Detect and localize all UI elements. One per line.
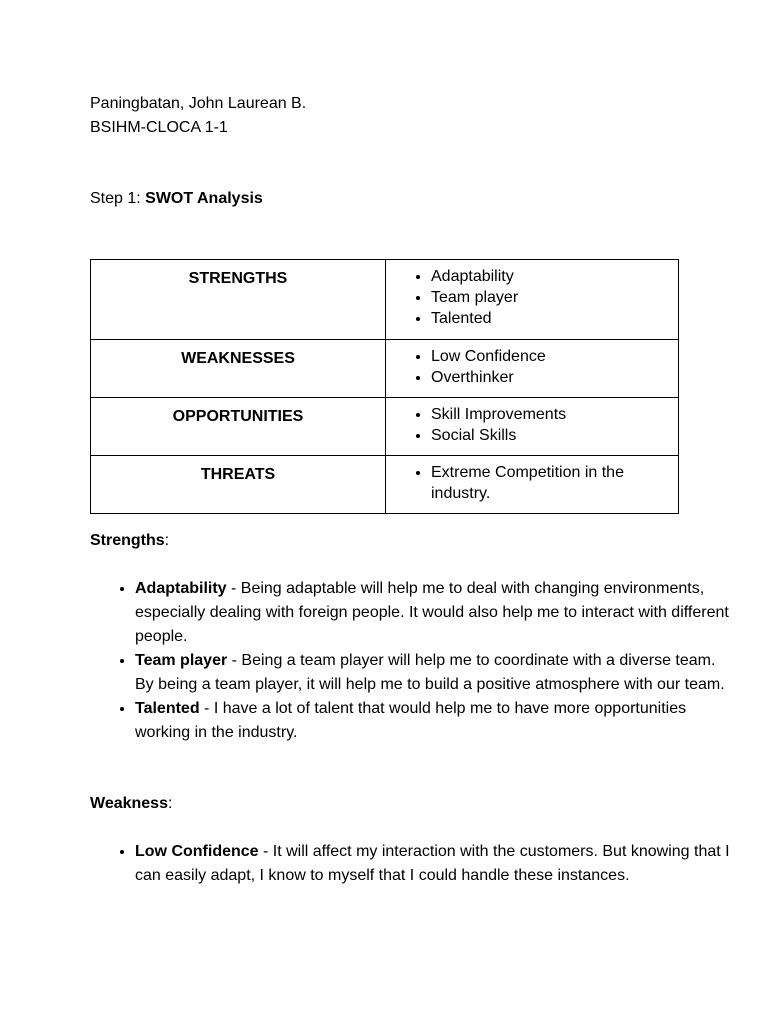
list-item	[135, 649, 735, 697]
student-name: Paningbatan, John Laurean B.	[90, 95, 307, 112]
strengths-list	[90, 577, 735, 745]
item-text: - Being a team player will help me to coordinate with a diverse team. By being a team player, it will help me to build a positive atmosphere with our team.	[135, 652, 725, 693]
swot-items-strengths	[408, 266, 658, 329]
swot-item: • Skill Improvements	[431, 404, 658, 425]
swot-item: • Overthinker	[431, 367, 658, 388]
swot-items-opportunities	[408, 404, 658, 446]
list-item	[135, 840, 735, 888]
item-text: - Being adaptable will help me to deal with changing environments, especially dealing with foreign people. It would also help me to interact with different people.	[135, 580, 729, 645]
list-item	[135, 577, 735, 649]
swot-item: • Social Skills	[431, 425, 658, 446]
list-item	[135, 697, 735, 745]
swot-row-weaknesses	[91, 340, 679, 398]
swot-row-opportunities	[91, 398, 679, 456]
swot-label-opportunities: OPPORTUNITIES	[91, 398, 386, 456]
swot-item: • Low Confidence	[431, 346, 658, 367]
swot-row-threats	[91, 456, 679, 514]
step-prefix: Step 1:	[90, 190, 146, 207]
student-header	[90, 92, 306, 140]
step-title: SWOT Analysis	[145, 190, 263, 207]
swot-item: • Adaptability	[431, 266, 658, 287]
item-term: Adaptability	[135, 580, 227, 597]
item-term: Team player	[135, 652, 228, 669]
item-text: - It will affect my interaction with the customers. But knowing that I can easily adapt, I know to myself that I could handle these instances.	[135, 843, 730, 884]
weakness-heading: Weakness:	[90, 795, 173, 812]
swot-label-strengths: STRENGTHS	[91, 260, 386, 340]
student-section: BSIHM-CLOCA 1-1	[90, 119, 228, 136]
swot-item: • Talented	[431, 308, 658, 329]
swot-items-threats	[408, 462, 658, 504]
swot-label-threats: THREATS	[91, 456, 386, 514]
item-term: Low Confidence	[135, 843, 259, 860]
item-text: - I have a lot of talent that would help me to have more opportunities working in the industry.	[135, 700, 687, 741]
strengths-heading: Strengths:	[90, 532, 170, 549]
swot-table	[90, 259, 679, 514]
swot-row-strengths	[91, 260, 679, 340]
swot-item: • Extreme Competition in the industry.	[431, 462, 658, 504]
swot-item: • Team player	[431, 287, 658, 308]
swot-items-weaknesses	[408, 346, 658, 388]
weakness-list	[90, 840, 735, 888]
swot-label-weaknesses: WEAKNESSES	[91, 340, 386, 398]
item-term: Talented	[135, 700, 200, 717]
step-heading	[90, 187, 263, 211]
